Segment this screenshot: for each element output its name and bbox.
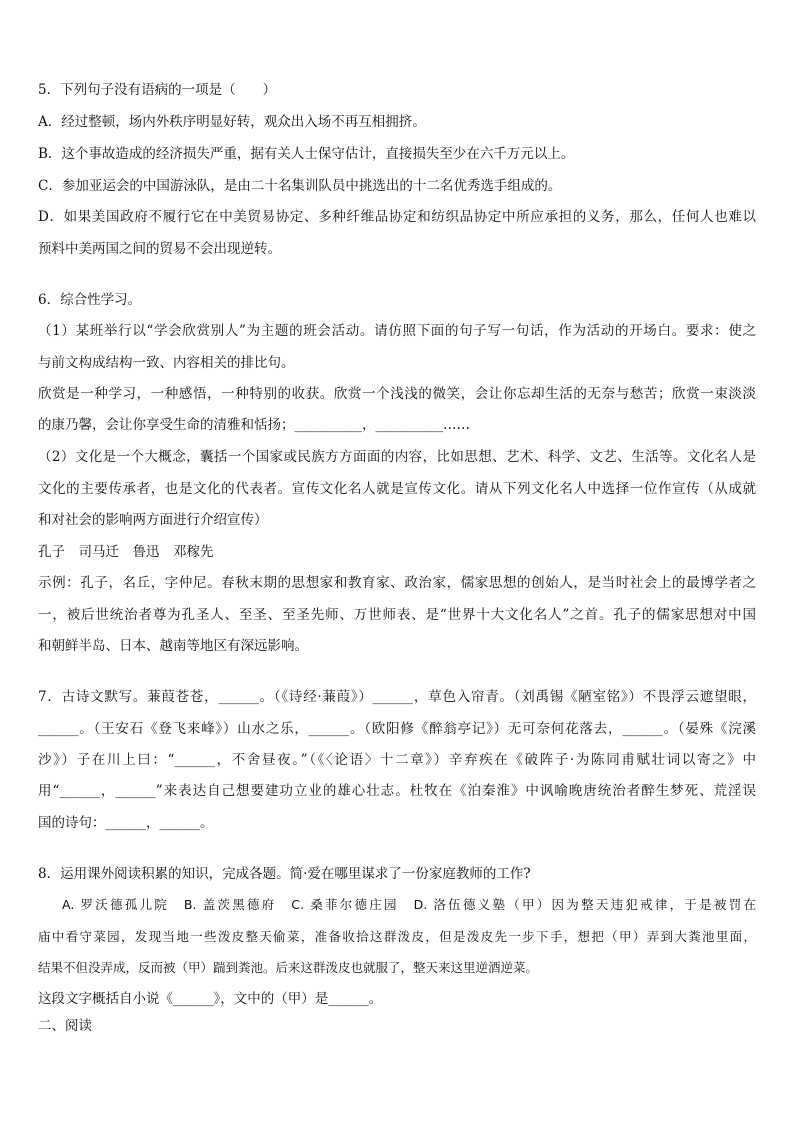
section-heading: 二、阅读 <box>38 1018 92 1034</box>
q7-line2: ______。（王安石《登飞来峰》）山水之乐，______。（欧阳修《醉翁亭记》）无可奈何花落去，______。（晏殊《浣溪 <box>38 721 756 737</box>
q5-option-a: A．经过整顿，场内外秩序明显好转，观众出入场不再互相拥挤。 <box>38 114 426 130</box>
q8-fill-line: 这段文字概括自小说《______》，文中的（甲）是______。 <box>38 991 383 1007</box>
q6-part1-line1: （1）某班举行以“学会欣赏别人”为主题的班会活动。请仿照下面的句子写一句话，作为活动的开场白。要求：使之 <box>38 323 756 339</box>
q8-stem: 8．运用课外阅读积累的知识，完成各题。简·爱在哪里谋求了一份家庭教师的工作? <box>38 866 531 882</box>
q6-part1-line4: 的康乃馨，会让你享受生命的清雅和恬扬；__________，__________…… <box>38 417 470 433</box>
q7-line5: 国的诗句：______，______。 <box>38 815 214 831</box>
q6-part2-line2: 文化的主要传承者，也是文化的代表者。宣传文化名人就是宣传文化。请从下列文化名人中选择一位作宣传（从成就 <box>38 481 756 497</box>
q5-option-d-line2: 预料中美两国之间的贸易不会出现逆转。 <box>38 241 281 257</box>
q6-part1-line3: 欣赏是一种学习，一种感悟，一种特别的收获。欣赏一个浅浅的微笑，会让你忘却生活的无奈与愁苦；欣赏一束淡淡 <box>38 386 756 402</box>
q6-part1-line2: 与前文构成结构一致、内容相关的排比句。 <box>38 355 295 371</box>
q7-line1: 7．古诗文默写。蒹葭苍苍，______。（《诗经·蒹葭》）______，草色入帘青。（刘禹锡《陋室铭》）不畏浮云遮望眼， <box>38 689 756 705</box>
q6-names: 孔子 司马迁 鲁迅 邓稼先 <box>38 544 214 560</box>
q7-line3: 沙》）子在川上曰：“______，不舍昼夜。”（《〈论语〉十二章》）辛弃疾在《破阵子·为陈同甫赋壮词以寄之》中 <box>38 752 756 768</box>
q7-line4: 用“______，______”来表达自己想要建功立业的雄心壮志。杜牧在《泊秦淮》中讽喻晚唐统治者醉生梦死、荒淫误 <box>38 783 756 799</box>
q8-passage-line1: A. 罗沃德孤儿院 B. 盖茨黑德府 C. 桑菲尔德庄园 D. 洛伍德义塾（甲）因为整天违犯戒律，于是被罚在 <box>62 897 756 912</box>
q6-part2-line3: 和对社会的影响两方面进行介绍宣传） <box>38 512 268 528</box>
q5-option-c: C．参加亚运会的中国游泳队，是由二十名集训队员中挑选出的十二名优秀选手组成的。 <box>38 178 562 194</box>
q6-part2-line1: （2）文化是一个大概念，囊括一个国家或民族方方面面的内容，比如思想、艺术、科学、文艺、生活等。文化名人是 <box>38 449 756 465</box>
q8-passage-line2: 庙中看守菜园，发现当地一些泼皮整天偷菜，准备收拾这群泼皮，但是泼皮先一步下手，想把（甲）弄到大粪池里面， <box>38 929 756 944</box>
q5-option-b: B．这个事故造成的经济损失严重，据有关人士保守估计，直接损失至少在六千万元以上。 <box>38 146 575 162</box>
q5-stem: 5．下列句子没有语病的一项是（ ） <box>38 82 277 98</box>
q6-stem: 6．综合性学习。 <box>38 292 142 308</box>
q6-example-line3: 和朝鲜半岛、日本、越南等地区有深远影响。 <box>38 638 308 654</box>
q6-example-line2: 一，被后世统治者尊为孔圣人、至圣、至圣先师、万世师表、是“世界十大文化名人”之首。孔子的儒家思想对中国 <box>38 607 756 623</box>
q8-passage-line3: 结果不但没弄成，反而被（甲）踹到粪池。后来这群泼皮也就服了，整天来这里逆酒逆菜。 <box>38 960 539 975</box>
q5-option-d-line1: D．如果美国政府不履行它在中美贸易协定、多种纤维品协定和纺织品协定中所应承担的义务，那么，任何人也难以 <box>38 209 756 225</box>
q6-example-line1: 示例：孔子，名丘，字仲尼。春秋末期的思想家和教育家、政治家，儒家思想的创始人，是当时社会上的最博学者之 <box>38 575 756 591</box>
